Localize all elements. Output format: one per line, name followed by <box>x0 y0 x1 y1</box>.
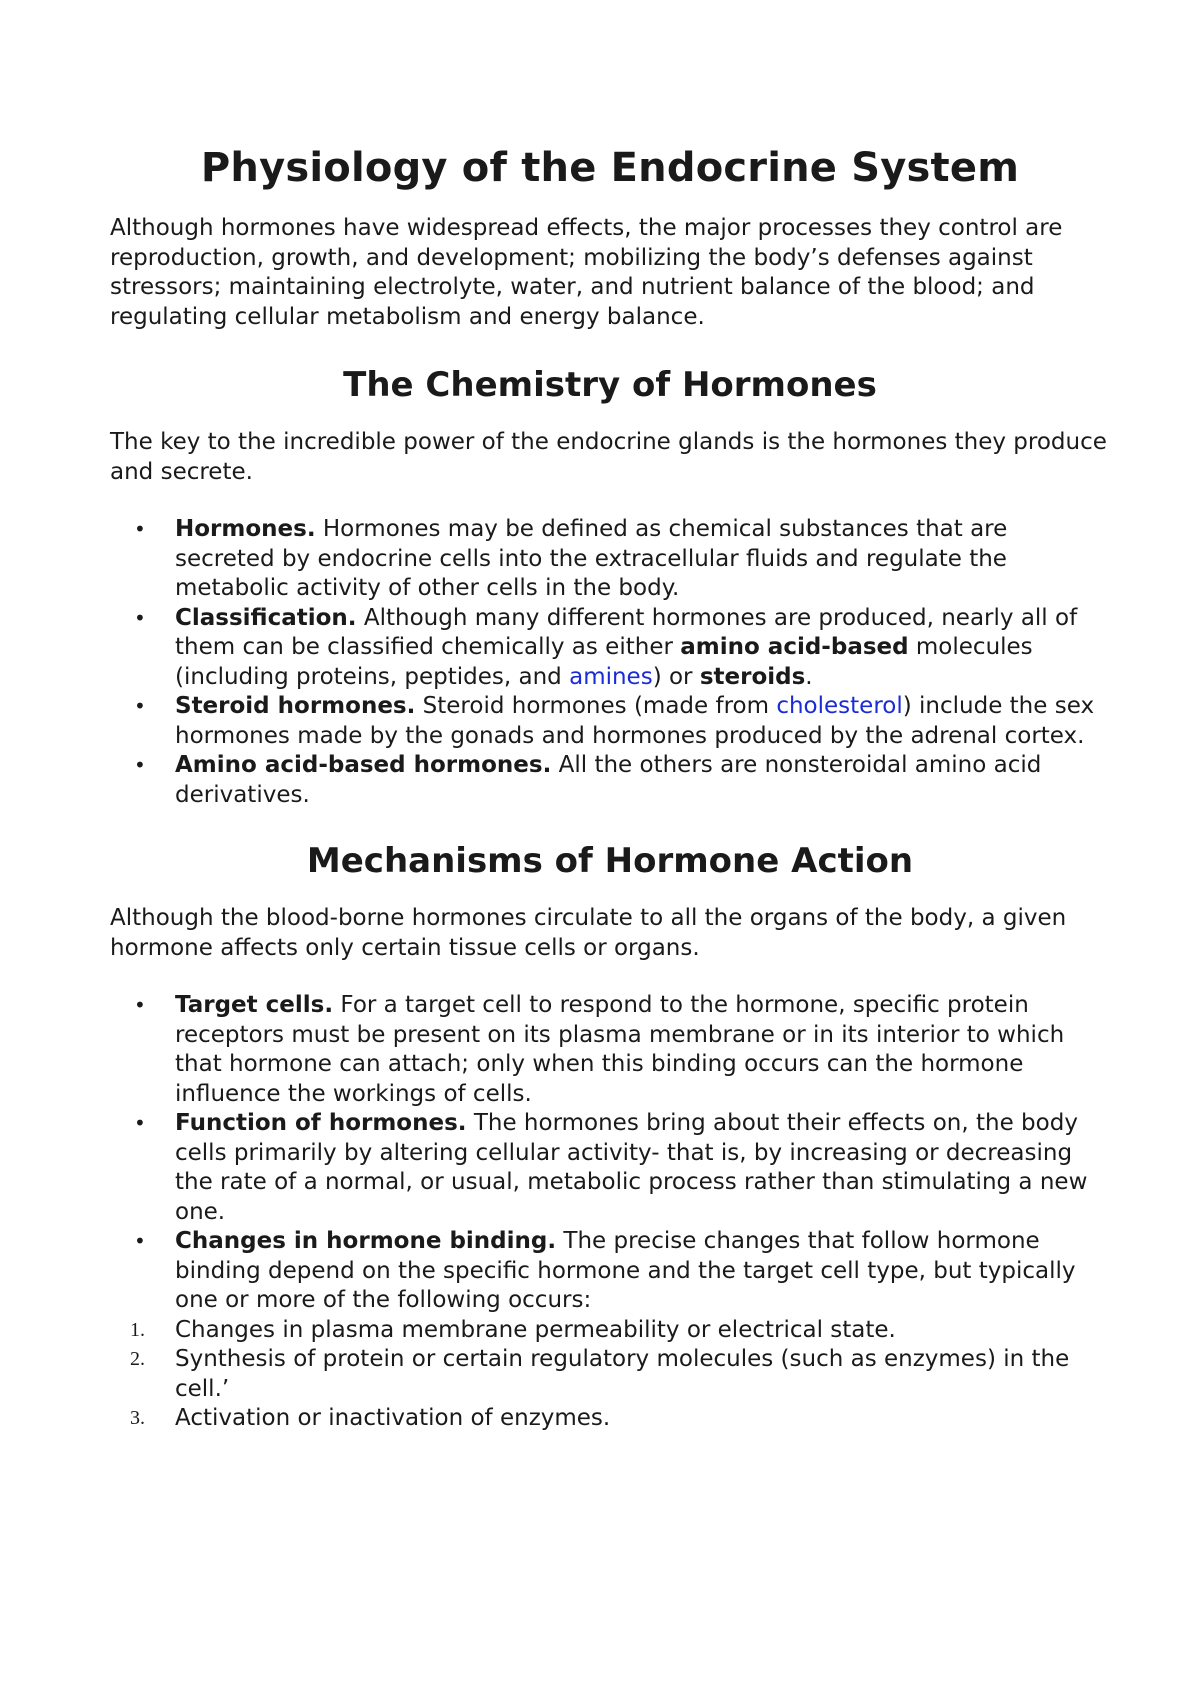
bullet-icon: • <box>134 605 146 630</box>
bullet-icon: • <box>134 1229 146 1253</box>
list-item-text: For a target cell to respond to the hormone, specific protein receptors must be present on its plasma membrane or in its interior to which that hormone can attach; only when this binding occurs can the hormone influence the workings of cells. <box>175 992 1065 1107</box>
list-item-term: Steroid hormones. <box>175 693 416 719</box>
intro-paragraph: Although hormones have widespread effects, the major processes they control are reproduction, growth, and development; mobilizing the body’s defenses against stressors; maintaining electrolyte, water, and nutrient balance of the blood; and regulating cellular metabolism and energy balance. <box>110 215 1063 330</box>
section-heading-chemistry: The Chemistry of Hormones <box>343 365 877 405</box>
list-item-function-of-hormones <box>110 1109 1110 1227</box>
list-item-hormones <box>110 515 1110 604</box>
list-item-classification <box>110 604 1110 693</box>
list-item-text: ) include the sex hormones made by the gonads and hormones produced by the adrenal cortex. <box>175 693 1095 749</box>
list-item-text: ) or <box>652 663 700 690</box>
list-item-text: All the others are nonsteroidal amino acid derivatives. <box>175 752 1042 808</box>
numbered-item-text: Activation or inactivation of enzymes. <box>175 1405 611 1431</box>
mechanisms-numbered-list <box>110 1316 1110 1434</box>
list-item-term: Hormones. <box>175 516 316 542</box>
list-item-steroid-hormones <box>110 692 1110 751</box>
bullet-icon: • <box>134 1111 146 1135</box>
numbered-item-text: Synthesis of protein or certain regulatory molecules (such as enzymes) in the cell.’ <box>175 1346 1070 1402</box>
bold-term-steroids: steroids <box>699 663 806 690</box>
bullet-icon: • <box>134 517 146 541</box>
link-amines[interactable]: amines <box>569 663 653 690</box>
list-item-term: Changes in hormone binding. <box>175 1228 557 1254</box>
bullet-icon: • <box>134 993 146 1017</box>
mechanisms-intro-paragraph: Although the blood-borne hormones circulate to all the organs of the body, a given hormone affects only certain tissue cells or organs. <box>110 905 1067 961</box>
list-item-term: Amino acid-based hormones. <box>175 752 552 778</box>
list-item-text: . <box>805 663 813 690</box>
numbered-item <box>110 1345 1110 1404</box>
mechanisms-bullet-list <box>110 991 1110 1316</box>
bullet-icon: • <box>134 753 146 777</box>
list-item-text: The hormones bring about their effects on, the body cells primarily by altering cellular activity- that is, by increasing or decreasing the rate of a normal, or usual, metabolic process rather than stimulating a new one. <box>175 1110 1088 1225</box>
chemistry-bullet-list <box>110 515 1110 810</box>
page-title: Physiology of the Endocrine System <box>200 145 1020 191</box>
list-item-text: Hormones may be defined as chemical substances that are secreted by endocrine cells into the extracellular fluids and regulate the metabolic activity of other cells in the body. <box>175 516 1008 601</box>
list-item-text: Steroid hormones (made from <box>415 693 777 719</box>
list-item-text: Although many different hormones are produced, nearly all of them can be classified chemically as either <box>175 604 1078 660</box>
bullet-icon: • <box>134 694 146 718</box>
numbered-item-text: Changes in plasma membrane permeability or electrical state. <box>175 1316 896 1343</box>
list-item-target-cells <box>110 991 1110 1109</box>
list-item-changes-in-hormone-binding <box>110 1227 1110 1316</box>
list-item-term: Target cells. <box>175 992 334 1018</box>
list-number: 3. <box>130 1407 145 1429</box>
bold-term-amino-acid-based: amino acid-based <box>680 634 909 660</box>
list-number: 2. <box>130 1348 145 1370</box>
list-item-term: Function of hormones. <box>175 1110 467 1136</box>
numbered-item <box>110 1404 1110 1434</box>
numbered-item <box>110 1316 1110 1346</box>
list-number: 1. <box>130 1318 145 1341</box>
section-heading-mechanisms: Mechanisms of Hormone Action <box>306 841 914 881</box>
chemistry-intro-paragraph: The key to the incredible power of the endocrine glands is the hormones they produce and secrete. <box>110 429 1107 485</box>
list-item-text: molecules (including proteins, peptides, and <box>175 634 1033 690</box>
list-item-term: Classification. <box>175 604 357 631</box>
link-cholesterol[interactable]: cholesterol <box>776 693 903 719</box>
list-item-text: The precise changes that follow hormone binding depend on the specific hormone and the target cell type, but typically one or more of the following occurs: <box>175 1228 1076 1313</box>
list-item-amino-acid-based-hormones <box>110 751 1110 810</box>
